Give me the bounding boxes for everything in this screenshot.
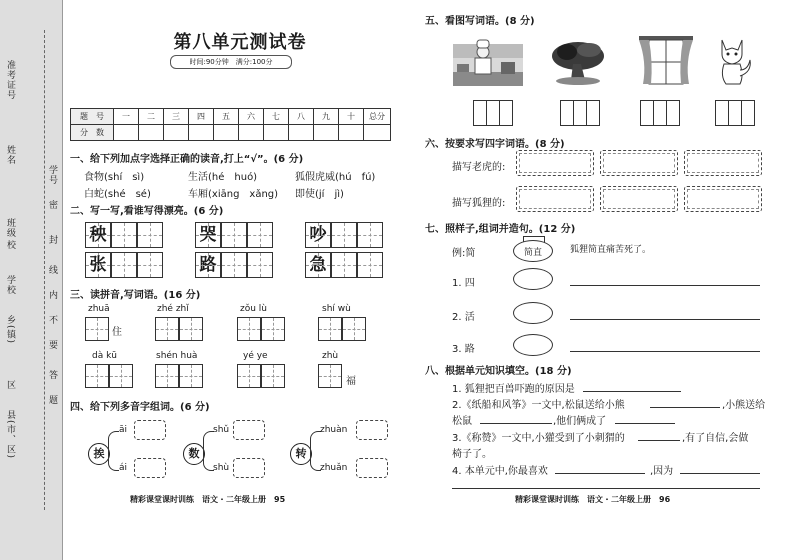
word-answer-box[interactable] (233, 420, 265, 440)
picture-answer-cells[interactable] (473, 100, 513, 126)
fill-blank[interactable] (650, 407, 720, 408)
score-cell[interactable] (214, 125, 239, 141)
s7-row-label: 3. 路 (452, 344, 475, 355)
polyphone-char: 转 (290, 443, 312, 465)
s6-label-tiger: 描写老虎的: (452, 162, 506, 173)
pinyin-answer-box[interactable] (155, 317, 179, 341)
s1-item[interactable]: 车厢(xiāng xǎng) (188, 189, 279, 200)
write-box[interactable] (111, 222, 137, 248)
score-col: 一 (114, 109, 139, 125)
idiom-answer-box[interactable] (600, 186, 678, 212)
score-col: 十 (339, 109, 364, 125)
page-footer-left: 精彩课堂课时训练 语文・二年级上册 95 (130, 495, 286, 504)
section-4-heading: 四、给下列多音字组词。(6 分) (70, 402, 210, 413)
score-cell[interactable] (139, 125, 164, 141)
fill-blank[interactable] (555, 473, 645, 474)
s7-row-label: 2. 活 (452, 312, 475, 323)
section-6-heading: 六、按要求写四字词语。(8 分) (425, 139, 565, 150)
pinyin-label: zhé zhǐ (157, 304, 189, 314)
s8-q3a: 3.《称赞》一文中,小獾受到了小刺猬的 (452, 433, 625, 444)
page-footer-right: 精彩课堂课时训练 语文・二年级上册 96 (515, 495, 671, 504)
seal-char: 内 (47, 290, 57, 300)
margin-label-class: 班级 (5, 218, 15, 238)
s8-q1: 1. 狐狸把百兽吓跑的原因是 (452, 384, 575, 395)
seal-char: 封 (47, 235, 57, 245)
score-col: 六 (239, 109, 264, 125)
idiom-answer-box[interactable] (684, 186, 762, 212)
s8-q4a: 4. 本单元中,你最喜欢 (452, 466, 548, 477)
fill-blank[interactable] (452, 488, 760, 489)
section-5-heading: 五、看图写词语。(8 分) (425, 16, 535, 27)
word-answer-box[interactable] (233, 458, 265, 478)
s8-q2b: ,小熊送给 (722, 400, 766, 411)
section-7-heading: 七、照样子,组词并造句。(12 分) (425, 224, 576, 235)
word-answer-box[interactable] (356, 458, 388, 478)
pinyin-label: shén huà (156, 351, 198, 361)
s1-item[interactable]: 食物(shí sì) (84, 172, 145, 183)
s3-tail-char: 福 (346, 376, 356, 387)
write-box[interactable] (221, 252, 247, 278)
score-cell[interactable] (339, 125, 364, 141)
sentence-answer-line[interactable] (570, 319, 760, 320)
write-box[interactable] (357, 252, 383, 278)
score-cell[interactable] (314, 125, 339, 141)
fill-blank[interactable] (638, 440, 680, 441)
section-8-heading: 八、根据单元知识填空。(18 分) (425, 366, 572, 377)
score-col: 七 (264, 109, 289, 125)
write-box[interactable] (331, 252, 357, 278)
score-cell[interactable] (189, 125, 214, 141)
seal-line (44, 30, 45, 510)
pinyin-answer-box[interactable] (237, 317, 261, 341)
tree-picture (545, 34, 611, 86)
exam-meta: 时间:90分钟 满分:100分 (170, 55, 292, 69)
write-box[interactable] (221, 222, 247, 248)
score-table (70, 108, 391, 141)
page-title: 第八单元测试卷 (173, 32, 307, 53)
polyphone-pinyin: zhuàn (320, 425, 348, 435)
fill-blank[interactable] (615, 423, 675, 424)
pinyin-answer-box[interactable] (179, 317, 203, 341)
polyphone-pinyin: āi (119, 425, 128, 435)
picture-answer-cells[interactable] (560, 100, 600, 126)
write-box[interactable] (137, 252, 163, 278)
s8-q3b: ,有了自信,会做 (682, 433, 749, 444)
section-2-heading: 二、写一写,看谁写得漂亮。(6 分) (70, 206, 224, 217)
polyphone-pinyin: shù (213, 463, 230, 473)
margin-label-school: 学校 (5, 275, 15, 295)
score-col-total: 总分 (364, 109, 391, 125)
sentence-answer-line[interactable] (570, 351, 760, 352)
window-curtain-picture (637, 34, 695, 86)
s1-item[interactable]: 狐假虎威(hú fú) (295, 172, 376, 183)
s7-example-word: 简直 (523, 248, 542, 258)
polyphone-char: 挨 (88, 443, 110, 465)
score-col: 四 (189, 109, 214, 125)
s8-q2a: 2.《纸船和风筝》一文中,松鼠送给小熊 (452, 400, 625, 411)
score-col: 三 (164, 109, 189, 125)
pinyin-label: zhù (322, 351, 339, 361)
pinyin-answer-box[interactable] (109, 364, 133, 388)
score-col: 五 (214, 109, 239, 125)
pinyin-answer-box[interactable] (85, 364, 109, 388)
seal-char: 要 (47, 340, 57, 350)
pinyin-label: yé ye (243, 351, 268, 361)
s7-example-label: 例:简 (452, 248, 476, 259)
write-box[interactable] (111, 252, 137, 278)
section-3-heading: 三、读拼音,写词语。(16 分) (70, 290, 201, 301)
polyphone-pinyin: zhuǎn (320, 463, 348, 473)
pinyin-label: dà kū (92, 351, 118, 361)
model-char-box: 哭 (195, 222, 221, 248)
sentence-answer-line[interactable] (570, 285, 760, 286)
chef-kitchen-picture (453, 36, 523, 86)
model-char-box: 秧 (85, 222, 111, 248)
s7-example-sentence: 狐狸简直痛苦死了。 (570, 245, 652, 255)
write-box[interactable] (137, 222, 163, 248)
idiom-answer-box[interactable] (516, 186, 594, 212)
score-row-label: 分 数 (71, 125, 114, 141)
idiom-answer-box[interactable] (600, 150, 678, 176)
brace (108, 431, 119, 471)
word-answer-box[interactable] (356, 420, 388, 440)
seal-char: 答 (47, 370, 57, 380)
s7-row-label: 1. 四 (452, 278, 475, 289)
s8-q2d: ,他们俩成了 (553, 416, 607, 427)
margin-label-county: 县(市、区) (5, 410, 15, 460)
score-cell[interactable] (289, 125, 314, 141)
polyphone-pinyin: ái (119, 463, 128, 473)
score-col: 二 (139, 109, 164, 125)
pinyin-answer-box[interactable] (261, 364, 285, 388)
score-cell[interactable] (264, 125, 289, 141)
s8-q4b: ,因为 (650, 466, 674, 477)
model-char-box: 张 (85, 252, 111, 278)
pinyin-answer-box[interactable] (85, 317, 109, 341)
fill-blank[interactable] (480, 423, 552, 424)
write-box[interactable] (247, 252, 273, 278)
model-char-box: 路 (195, 252, 221, 278)
margin-label-town: 乡(镇) (5, 315, 15, 345)
s8-q2c: 松鼠 (452, 416, 472, 427)
word-answer-box[interactable] (134, 420, 166, 440)
s1-item[interactable]: 白蛇(shé sé) (84, 189, 151, 200)
write-box[interactable] (331, 222, 357, 248)
write-box[interactable] (247, 222, 273, 248)
margin-label-xiao: 校 (5, 240, 15, 250)
s1-item[interactable]: 即使(jí jì) (295, 189, 344, 200)
lantern-answer[interactable] (513, 334, 553, 356)
pinyin-answer-box[interactable] (237, 364, 261, 388)
idiom-answer-box[interactable] (684, 150, 762, 176)
fill-blank[interactable] (583, 391, 681, 392)
score-cell[interactable] (239, 125, 264, 141)
score-cell[interactable] (164, 125, 189, 141)
write-box[interactable] (357, 222, 383, 248)
score-cell[interactable] (364, 125, 391, 141)
pinyin-label: zhuā (88, 304, 110, 314)
s6-label-fox: 描写狐狸的: (452, 198, 506, 209)
margin-label-student-no: 学号 (47, 165, 57, 185)
pinyin-answer-box[interactable] (342, 317, 366, 341)
pinyin-answer-box[interactable] (261, 317, 285, 341)
score-col: 八 (289, 109, 314, 125)
pinyin-label: zǒu lù (240, 304, 267, 314)
fill-blank[interactable] (680, 473, 760, 474)
seal-char: 密 (47, 200, 57, 210)
pinyin-answer-box[interactable] (318, 317, 342, 341)
word-answer-box[interactable] (134, 458, 166, 478)
pinyin-label: shí wù (322, 304, 351, 314)
score-col: 九 (314, 109, 339, 125)
score-cell[interactable] (114, 125, 139, 141)
fox-picture (712, 36, 756, 86)
picture-answer-cells[interactable] (715, 100, 755, 126)
pinyin-answer-box[interactable] (179, 364, 203, 388)
margin-label-name: 姓名 (5, 145, 15, 165)
score-header: 题 号 (71, 109, 114, 125)
seal-char: 不 (47, 315, 57, 325)
seal-char: 线 (47, 265, 57, 275)
idiom-answer-box[interactable] (516, 150, 594, 176)
model-char-box: 吵 (305, 222, 331, 248)
lantern-answer[interactable] (513, 302, 553, 324)
margin-label-district: 区 (5, 380, 15, 390)
pinyin-answer-box[interactable] (318, 364, 342, 388)
picture-answer-cells[interactable] (640, 100, 680, 126)
s8-q3c: 椅子了。 (452, 449, 492, 460)
lantern-answer[interactable] (513, 268, 553, 290)
polyphone-pinyin: shǔ (213, 425, 230, 435)
model-char-box: 急 (305, 252, 331, 278)
pinyin-answer-box[interactable] (155, 364, 179, 388)
margin-label-exam-id: 准考证号 (5, 60, 15, 100)
section-1-heading: 一、给下列加点字选择正确的读音,打上“√”。(6 分) (70, 154, 304, 165)
seal-char: 题 (47, 395, 57, 405)
polyphone-char: 数 (183, 443, 205, 465)
s1-item[interactable]: 生活(hé huó) (188, 172, 258, 183)
s3-tail-char: 住 (112, 327, 122, 338)
